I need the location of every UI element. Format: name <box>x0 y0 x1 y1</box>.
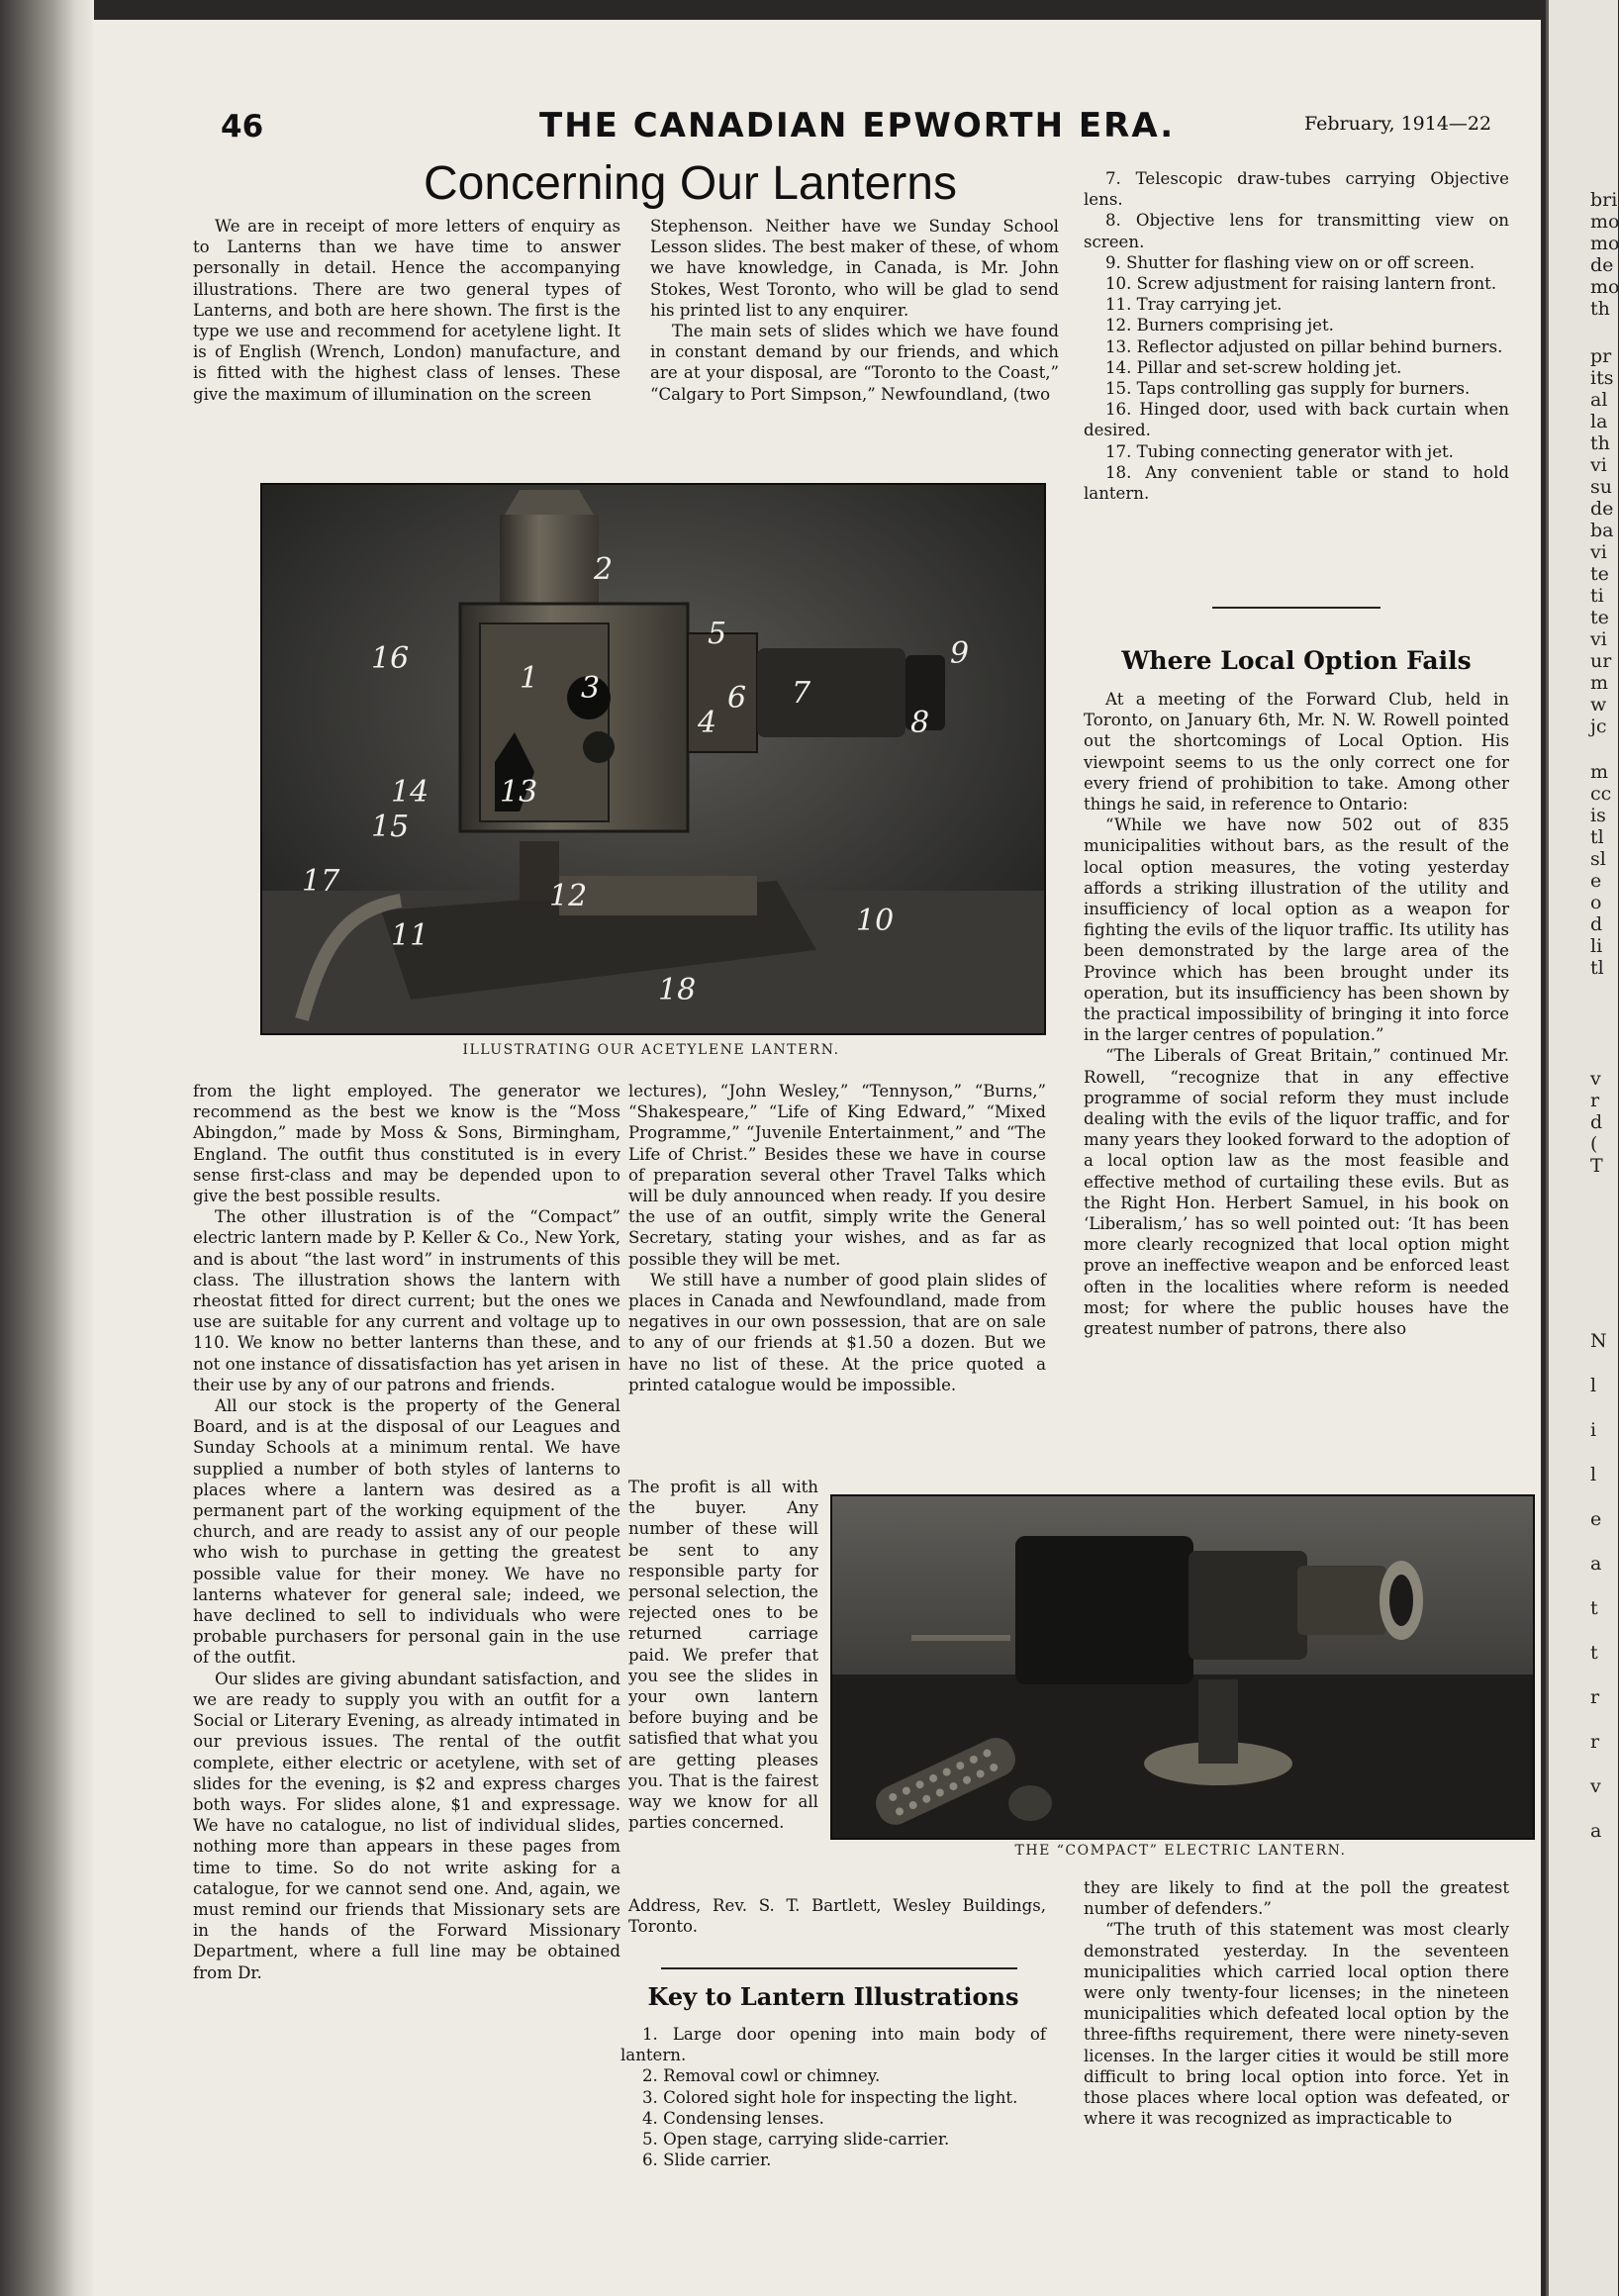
paragraph: from the light employed. The generator we recommend as the best we know is the “Moss Abingdon,” made by Moss & Sons, Birmingham, England. The outfit thus constituted is in every sense first-class and may be depended upon to give the best possible results. <box>193 1082 620 1206</box>
facing-page-fragment: th <box>1590 432 1610 454</box>
local-option-text <box>1084 689 1509 1339</box>
key-item: 1. Large door opening into main body of lantern. <box>620 2025 1046 2065</box>
label-12: 12 <box>549 879 588 913</box>
key-item: 6. Slide carrier. <box>642 2151 772 2170</box>
facing-page-fragment: al <box>1590 389 1608 411</box>
label-18: 18 <box>658 973 697 1007</box>
facing-page-fragment: l <box>1590 1464 1597 1485</box>
local-option-title: Where Local Option Fails <box>1121 646 1472 675</box>
paragraph: Our slides are giving abundant satisfaction, and we are ready to supply you with an outfit for a Social or Literary Evening, as already intimated in our previous issues. The rental of the outfit complete, either electric or acetylene, with set of slides for the evening, is $2 and express charges both ways. For slides alone, $1 and expressage. We have no catalogue, no list of individual slides, nothing more than appears in these pages from time to time. So do not write asking for a catalogue, for we cannot send one. And, again, we must remind our friends that Missionary sets are in the hands of the Forward Missionary Department, where a full line may be obtained from Dr. <box>193 1669 620 1982</box>
facing-page-fragment: te <box>1590 563 1609 585</box>
facing-page-fragment: ( <box>1590 1133 1598 1155</box>
intro-paragraph: We are in receipt of more letters of enquiry as to Lanterns than we have time to answer personally in detail. Hence the accompanying illustrations. There are two general types of Lanterns, and both are here shown. The first is the type we use and recommend for acetylene light. It is of English (Wrench, London) manufacture, and is fitted with the highest class of lenses. These give the maximum of illumination on the screen <box>193 217 620 404</box>
label-16: 16 <box>371 641 410 676</box>
acetylene-lantern-photo <box>260 483 1046 1035</box>
label-9: 9 <box>950 636 970 671</box>
page-number: 46 <box>221 109 264 144</box>
label-7: 7 <box>792 676 811 711</box>
acetylene-lantern-illustration <box>262 485 1044 1033</box>
facing-page-fragment: la <box>1590 411 1608 432</box>
paragraph: “The Liberals of Great Britain,” continued Mr. Rowell, “recognize that in any effective programme of social reform they must include dealing with the evils of the liquor traffic, and for many years they looked forward to the adoption of a local option law as the most feasible and effective method of curtailing these evils. But as the Right Hon. Herbert Samuel, in his book on ‘Liberalism,’ has so well pointed out: ‘It has been more clearly recognized that local option might prove an ineffective weapon and be enforced least often in the localities where reform is needed most; for where the public houses have the greatest number of patrons, there also <box>1084 1046 1509 1339</box>
label-4: 4 <box>698 706 717 740</box>
key-title: Key to Lantern Illustrations <box>647 1982 1019 2011</box>
facing-page-fragment: mo <box>1590 233 1619 254</box>
key-item: 13. Reflector adjusted on pillar behind burners. <box>1105 336 1503 356</box>
page-header <box>94 91 1541 145</box>
col2-bottom <box>628 1081 1046 1395</box>
facing-page-fragment: ba <box>1590 520 1614 541</box>
label-6: 6 <box>727 681 747 716</box>
label-8: 8 <box>910 706 930 740</box>
label-3: 3 <box>581 671 601 706</box>
facing-page-fragment: d <box>1590 913 1603 935</box>
facing-page-fragment: a <box>1590 1553 1602 1575</box>
facing-page-fragment: bri <box>1590 189 1618 211</box>
compact-lantern-illustration <box>832 1496 1533 1838</box>
facing-page-fragment: pr <box>1590 345 1612 367</box>
key-item: 16. Hinged door, used with back curtain when desired. <box>1084 400 1509 440</box>
facing-page-fragment: mo <box>1590 211 1619 233</box>
facing-page-fragment: tl <box>1590 826 1604 848</box>
facing-page-fragment: e <box>1590 1508 1602 1530</box>
facing-page-fragment: sl <box>1590 848 1606 870</box>
key-item: 4. Condensing lenses. <box>642 2108 824 2128</box>
facing-page-fragment: r <box>1590 1731 1600 1753</box>
key-item: 9. Shutter for flashing view on or off screen. <box>1105 252 1476 272</box>
key-item: 18. Any convenient table or stand to hold lantern. <box>1084 462 1509 504</box>
magazine-title: THE CANADIAN EPWORTH ERA. <box>539 106 1176 145</box>
facing-page-fragment: d <box>1590 1111 1603 1133</box>
facing-page-fragment: v <box>1590 1775 1601 1797</box>
facing-page-fragment: t <box>1590 1597 1598 1619</box>
label-10: 10 <box>856 904 895 938</box>
label-17: 17 <box>302 864 340 899</box>
facing-page-fragment: N <box>1590 1330 1607 1352</box>
facing-page-fragment: de <box>1590 254 1614 276</box>
divider <box>1212 607 1381 609</box>
facing-page-fragment: is <box>1590 805 1606 826</box>
key-item: 7. Telescopic draw-tubes carrying Objective lens. <box>1084 169 1509 210</box>
facing-page-fragment: ti <box>1590 585 1604 607</box>
label-11: 11 <box>391 918 429 953</box>
facing-page-fragment: T <box>1590 1155 1603 1177</box>
col1-top <box>193 216 620 405</box>
paragraph: Stephenson. Neither have we Sunday School Lesson slides. The best maker of these, of whom we have knowledge, in Canada, is Mr. John Stokes, West Toronto, who will be glad to send his printed list to any enquirer. <box>650 217 1059 320</box>
facing-page-fragment: v <box>1590 1068 1601 1090</box>
facing-page-fragment: w <box>1590 694 1607 716</box>
key-item: 12. Burners comprising jet. <box>1105 316 1334 335</box>
facing-page-fragment: te <box>1590 607 1609 628</box>
facing-page-edge <box>1546 0 1618 2296</box>
paragraph: All our stock is the property of the General Board, and is at the disposal of our Leagues and Sunday Schools at a minimum rental. We have supplied a number of both styles of lanterns to places where a lantern was desired as a permanent part of the working equipment of the church, and are ready to assist any of our people who wish to purchase in getting the greatest possible value for their money. We have no lanterns whatever for general sale; indeed, we have declined to sell to individuals who were probable purchasers for personal gain in the use of the outfit. <box>193 1396 620 1668</box>
facing-page-fragment: t <box>1590 1642 1598 1664</box>
divider <box>661 1967 1017 1969</box>
key-list-part2 <box>1084 168 1509 504</box>
facing-page-fragment: a <box>1590 1820 1602 1842</box>
facing-page-fragment: jc <box>1590 716 1607 737</box>
article-title: Concerning Our Lanterns <box>424 157 957 210</box>
facing-page-fragment: m <box>1590 672 1609 694</box>
col2-address <box>628 1895 1046 1937</box>
magazine-page <box>94 20 1541 2296</box>
label-14: 14 <box>391 775 429 810</box>
label-15: 15 <box>371 810 410 844</box>
label-13: 13 <box>500 775 538 810</box>
col2-top <box>650 216 1059 405</box>
paragraph: The main sets of slides which we have found in constant demand by our friends, and which are at your disposal, are “Toronto to the Coast,” “Calgary to Port Simpson,” Newfoundland, (two <box>650 322 1059 404</box>
facing-page-fragment: li <box>1590 935 1603 957</box>
facing-page-fragment: r <box>1590 1090 1600 1111</box>
paragraph: “The truth of this statement was most clearly demonstrated yesterday. In the seventeen municipalities which carried local option there were only twenty-four licenses; in the nineteen municipalities which defeated local option by the three-fifths requirement, there were ninety-seven licenses. In the larger cities it would be still more difficult to bring local option into force. Yet in those places where local option was defeated, or where it was recognized as impracticable to <box>1084 1920 1509 2129</box>
facing-page-fragment: l <box>1590 1375 1597 1396</box>
issue-date: February, 1914—22 <box>1304 113 1492 135</box>
facing-page-fragment: de <box>1590 498 1614 520</box>
label-5: 5 <box>708 617 727 651</box>
key-item: 15. Taps controlling gas supply for burners. <box>1105 379 1471 399</box>
paragraph: they are likely to find at the poll the greatest number of defenders.” <box>1084 1878 1509 1919</box>
facing-page-fragment: vi <box>1590 628 1607 650</box>
facing-page-fragment: r <box>1590 1686 1600 1708</box>
address: Address, Rev. S. T. Bartlett, Wesley Buildings, Toronto. <box>628 1896 1046 1937</box>
key-item: 5. Open stage, carrying slide-carrier. <box>642 2130 950 2150</box>
key-item: 2. Removal cowl or chimney. <box>642 2066 881 2086</box>
key-item: 11. Tray carrying jet. <box>1105 295 1283 315</box>
facing-page-fragment: e <box>1590 870 1602 892</box>
paragraph: The other illustration is of the “Compact” electric lantern made by P. Keller & Co., New York, and is about “the last word” in instruments of this class. The illustration shows the lantern with rheostat fitted for direct current; but the ones we use are suitable for any current and voltage up to 110. We know no better lanterns than these, and not one instance of dissatisfaction has yet arisen in their use by any of our patrons and friends. <box>193 1207 620 1394</box>
facing-page-fragment: ur <box>1590 650 1612 672</box>
facing-page-fragment: m <box>1590 761 1609 783</box>
col1-bottom <box>193 1081 620 1983</box>
acetylene-caption: ILLUSTRATING OUR ACETYLENE LANTERN. <box>462 1042 840 1058</box>
paragraph: At a meeting of the Forward Club, held in Toronto, on January 6th, Mr. N. W. Rowell pointed out the shortcomings of Local Option. His viewpoint seems to us the only correct one for every friend of prohibition to take. Among other things he said, in reference to Ontario: <box>1084 690 1509 814</box>
key-item: 17. Tubing connecting generator with jet. <box>1105 441 1454 461</box>
paragraph: We still have a number of good plain slides of places in Canada and Newfoundland, made from negatives in our own possession, that are on sale to any of our friends at $1.50 a dozen. But we have no list of these. At the price quoted a printed catalogue would be impossible. <box>628 1270 1046 1394</box>
facing-page-fragment: vi <box>1590 454 1607 476</box>
facing-page-fragment: i <box>1590 1419 1597 1441</box>
facing-page-fragment: mo <box>1590 276 1619 298</box>
facing-page-fragment: cc <box>1590 783 1612 805</box>
col2-narrow <box>628 1477 818 1833</box>
label-1: 1 <box>520 661 539 696</box>
key-item: 14. Pillar and set-screw holding jet. <box>1105 357 1402 377</box>
local-option-continued <box>1084 1877 1509 2129</box>
book-binding <box>0 0 94 2296</box>
key-item: 8. Objective lens for transmitting view on screen. <box>1084 211 1509 251</box>
facing-page-fragment: its <box>1590 367 1614 389</box>
key-list-part1 <box>620 2024 1046 2170</box>
paragraph: “While we have now 502 out of 835 municipalities without bars, as the result of the local option measures, the voting yesterday affords a striking illustration of the utility and insufficiency of local option as a weapon for fighting the evils of the liquor traffic. Its utility has been demonstrated by the large area of the Province which has been brought under its operation, but its insufficiency has been shown by the practical impossibility of bringing it into force in the larger centres of population.” <box>1084 815 1509 1045</box>
compact-lantern-photo <box>830 1494 1535 1840</box>
facing-page-fragment: vi <box>1590 541 1607 563</box>
key-item: 3. Colored sight hole for inspecting the light. <box>642 2087 1018 2107</box>
label-2: 2 <box>594 552 614 587</box>
paragraph: The profit is all with the buyer. Any number of these will be sent to any responsible party for personal selection, the rejected ones to be returned carriage paid. We prefer that you see the slides in your own lantern before buying and be satisfied that what you are getting pleases you. That is the fairest way we know for all parties concerned. <box>628 1478 818 1833</box>
paragraph: lectures), “John Wesley,” “Tennyson,” “Burns,” “Shakespeare,” “Life of King Edward,” “Mixed Programme,” “Juvenile Entertainment,” and “The Life of Christ.” Besides these we have in course of preparation several other Travel Talks which will be duly announced when ready. If you desire the use of an outfit, simply write the General Secretary, stating your wishes, and as far as possible they will be met. <box>628 1082 1046 1269</box>
facing-page-fragment: tl <box>1590 957 1604 979</box>
facing-page-fragment: o <box>1590 892 1602 913</box>
facing-page-fragment: th <box>1590 298 1610 320</box>
facing-page-fragment: su <box>1590 476 1612 498</box>
compact-caption: THE “COMPACT” ELECTRIC LANTERN. <box>1014 1843 1347 1859</box>
key-item: 10. Screw adjustment for raising lantern front. <box>1105 274 1497 294</box>
